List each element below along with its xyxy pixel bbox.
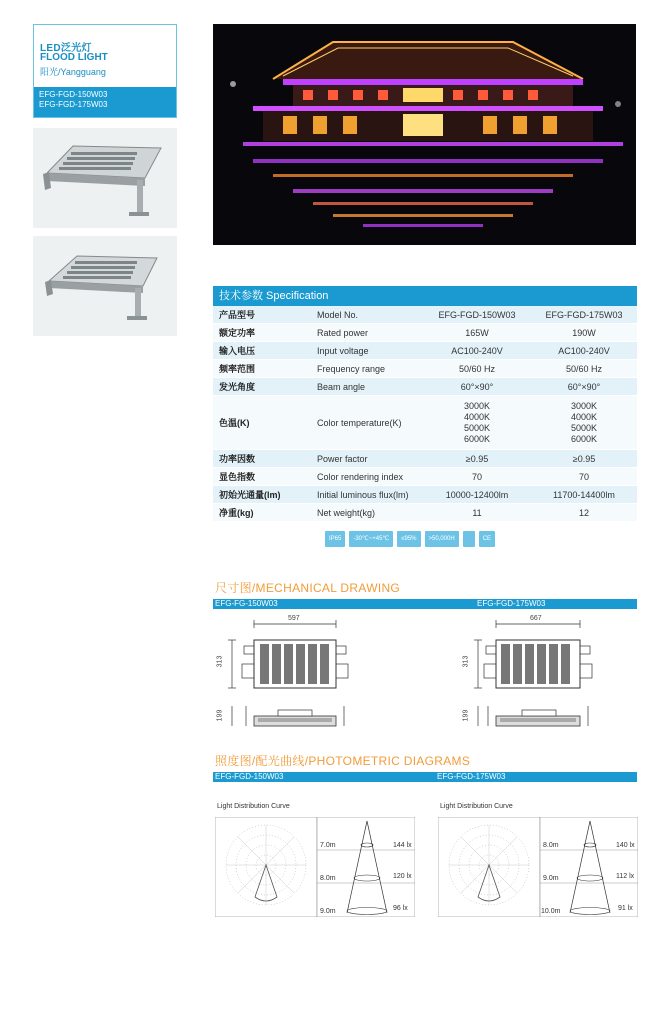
photo-model-a: EFG-FGD-150W03 [215, 772, 284, 781]
spec-value-a: ≥0.95 [465, 453, 489, 464]
spec-value-a: EFG-FGD-150W03 [438, 309, 516, 320]
light-distribution-label: Light Distribution Curve [217, 803, 290, 810]
lux-label: 91 lx [618, 905, 633, 912]
table-row [213, 504, 637, 522]
table-row [213, 324, 637, 342]
model-list [34, 87, 176, 117]
cct-value: 4000K [570, 411, 598, 422]
mechanical-model-bar [213, 599, 637, 609]
product-series: 阳光/Yangguang [40, 67, 106, 77]
model-item: EFG-FGD-150W03 [39, 90, 108, 99]
mechanical-heading: 尺寸图/MECHANICAL DRAWING [215, 581, 401, 595]
spec-label-cn: 频率范围 [219, 364, 256, 374]
table-row [213, 306, 637, 324]
lux-label: 120 lx [393, 873, 412, 880]
spec-label-en: Beam angle [317, 381, 366, 392]
table-row [213, 450, 637, 468]
spec-value-a: 10000-12400lm [445, 489, 509, 500]
distance-label: 9.0m [320, 908, 336, 915]
table-row [213, 360, 637, 378]
spec-label-cn: 额定功率 [219, 328, 256, 338]
table-row [213, 396, 637, 450]
spec-label-cn: 净重(kg) [219, 508, 254, 518]
lux-label: 144 lx [393, 842, 412, 849]
depth-dimension: 199 [462, 709, 470, 722]
spec-value-a: 70 [471, 471, 482, 482]
cct-value: 3000K [463, 400, 491, 411]
spec-label-cn: 初始光通量(lm) [219, 490, 281, 500]
humidity-badge: ≤95% [397, 531, 420, 547]
spec-value-b: EFG-FGD-175W03 [545, 309, 623, 320]
spec-value-b: 11700-14400lm [553, 489, 615, 500]
distance-label: 7.0m [320, 842, 336, 849]
mech-model-a: EFG-FG-150W03 [215, 599, 278, 608]
width-dimension: 597 [288, 615, 300, 622]
cct-value: 5000K [463, 422, 491, 433]
ip65-badge: IP65 [325, 531, 345, 547]
depth-dimension: 199 [216, 709, 224, 722]
lifetime-badge: >50,000H [425, 531, 459, 547]
product-title-box [33, 24, 177, 118]
spec-value-a: 50/60 Hz [458, 363, 496, 374]
product-title-cn: LED泛光灯 [40, 43, 92, 54]
ce-badge: CE [479, 531, 495, 547]
spec-label-cn: 显色指数 [219, 472, 256, 482]
spec-label-en: Input voltage [317, 345, 369, 356]
application-photo [213, 24, 636, 245]
model-item: EFG-FGD-175W03 [39, 100, 108, 109]
spec-value-b: ≥0.95 [572, 453, 596, 464]
spec-label-cn: 产品型号 [219, 310, 256, 320]
table-row [213, 378, 637, 396]
width-dimension: 667 [530, 615, 542, 622]
spec-label-en: Rated power [317, 327, 369, 338]
spec-value-b: 190W [572, 327, 596, 338]
spec-label-en: Color temperature(K) [317, 417, 402, 428]
spec-label-en: Color rendering index [317, 471, 404, 482]
certification-badges [325, 531, 495, 547]
photometric-heading: 照度图/配光曲线/PHOTOMETRIC DIAGRAMS [215, 754, 471, 768]
spec-label-en: Net weight(kg) [317, 507, 376, 518]
spec-label-cn: 发光角度 [219, 382, 256, 392]
spec-label-en: Power factor [317, 453, 368, 464]
spec-label-en: Model No. [317, 309, 359, 320]
height-dimension: 313 [462, 655, 470, 668]
spec-label-cn: 色温(K) [219, 418, 250, 428]
table-row [213, 468, 637, 486]
mech-drawing-a [218, 614, 358, 739]
cct-value: 3000K [570, 400, 598, 411]
table-row [213, 486, 637, 504]
cct-value: 4000K [463, 411, 491, 422]
spec-label-cn: 输入电压 [219, 346, 256, 356]
mech-model-b: EFG-FGD-175W03 [477, 599, 546, 608]
photometric-model-bar [213, 772, 637, 782]
safety-icon [463, 531, 475, 547]
spec-value-a: AC100-240V [451, 345, 503, 356]
cct-value: 5000K [570, 422, 598, 433]
cct-value: 6000K [570, 433, 598, 444]
photometric-diagram-a [215, 817, 415, 917]
spec-heading: 技术参数 Specification [213, 286, 637, 306]
spec-value-b: AC100-240V [558, 345, 610, 356]
lux-label: 112 lx [616, 873, 635, 880]
spec-value-b: 70 [578, 471, 589, 482]
product-thumbnail-1 [33, 128, 177, 228]
distance-label: 8.0m [543, 842, 559, 849]
product-title-en: FLOOD LIGHT [40, 52, 108, 63]
light-distribution-label: Light Distribution Curve [440, 803, 513, 810]
photo-model-b: EFG-FGD-175W03 [437, 772, 506, 781]
lux-label: 140 lx [616, 842, 635, 849]
spec-value-a: 60°×90° [460, 381, 494, 392]
lux-label: 96 lx [393, 905, 408, 912]
distance-label: 8.0m [320, 875, 336, 882]
cct-value: 6000K [463, 433, 491, 444]
spec-value-b [531, 401, 637, 445]
spec-value-b: 12 [578, 507, 589, 518]
distance-label: 10.0m [541, 908, 561, 915]
spec-value-b: 50/60 Hz [565, 363, 603, 374]
product-thumbnail-2 [33, 236, 177, 336]
spec-value-a: 165W [465, 327, 489, 338]
spec-value-a [423, 401, 531, 445]
spec-label-cn: 功率因数 [219, 454, 256, 464]
spec-value-b: 60°×90° [567, 381, 601, 392]
spec-value-a: 11 [472, 507, 482, 518]
photometric-diagram-b [438, 817, 638, 917]
spec-label-en: Frequency range [317, 363, 386, 374]
spec-label-en: Initial luminous flux(lm) [317, 489, 409, 500]
table-row [213, 342, 637, 360]
distance-label: 9.0m [543, 875, 559, 882]
spec-table [213, 306, 637, 522]
mech-drawing-b [462, 614, 610, 739]
temperature-badge: -30℃~+45℃ [349, 531, 393, 547]
height-dimension: 313 [216, 655, 224, 668]
